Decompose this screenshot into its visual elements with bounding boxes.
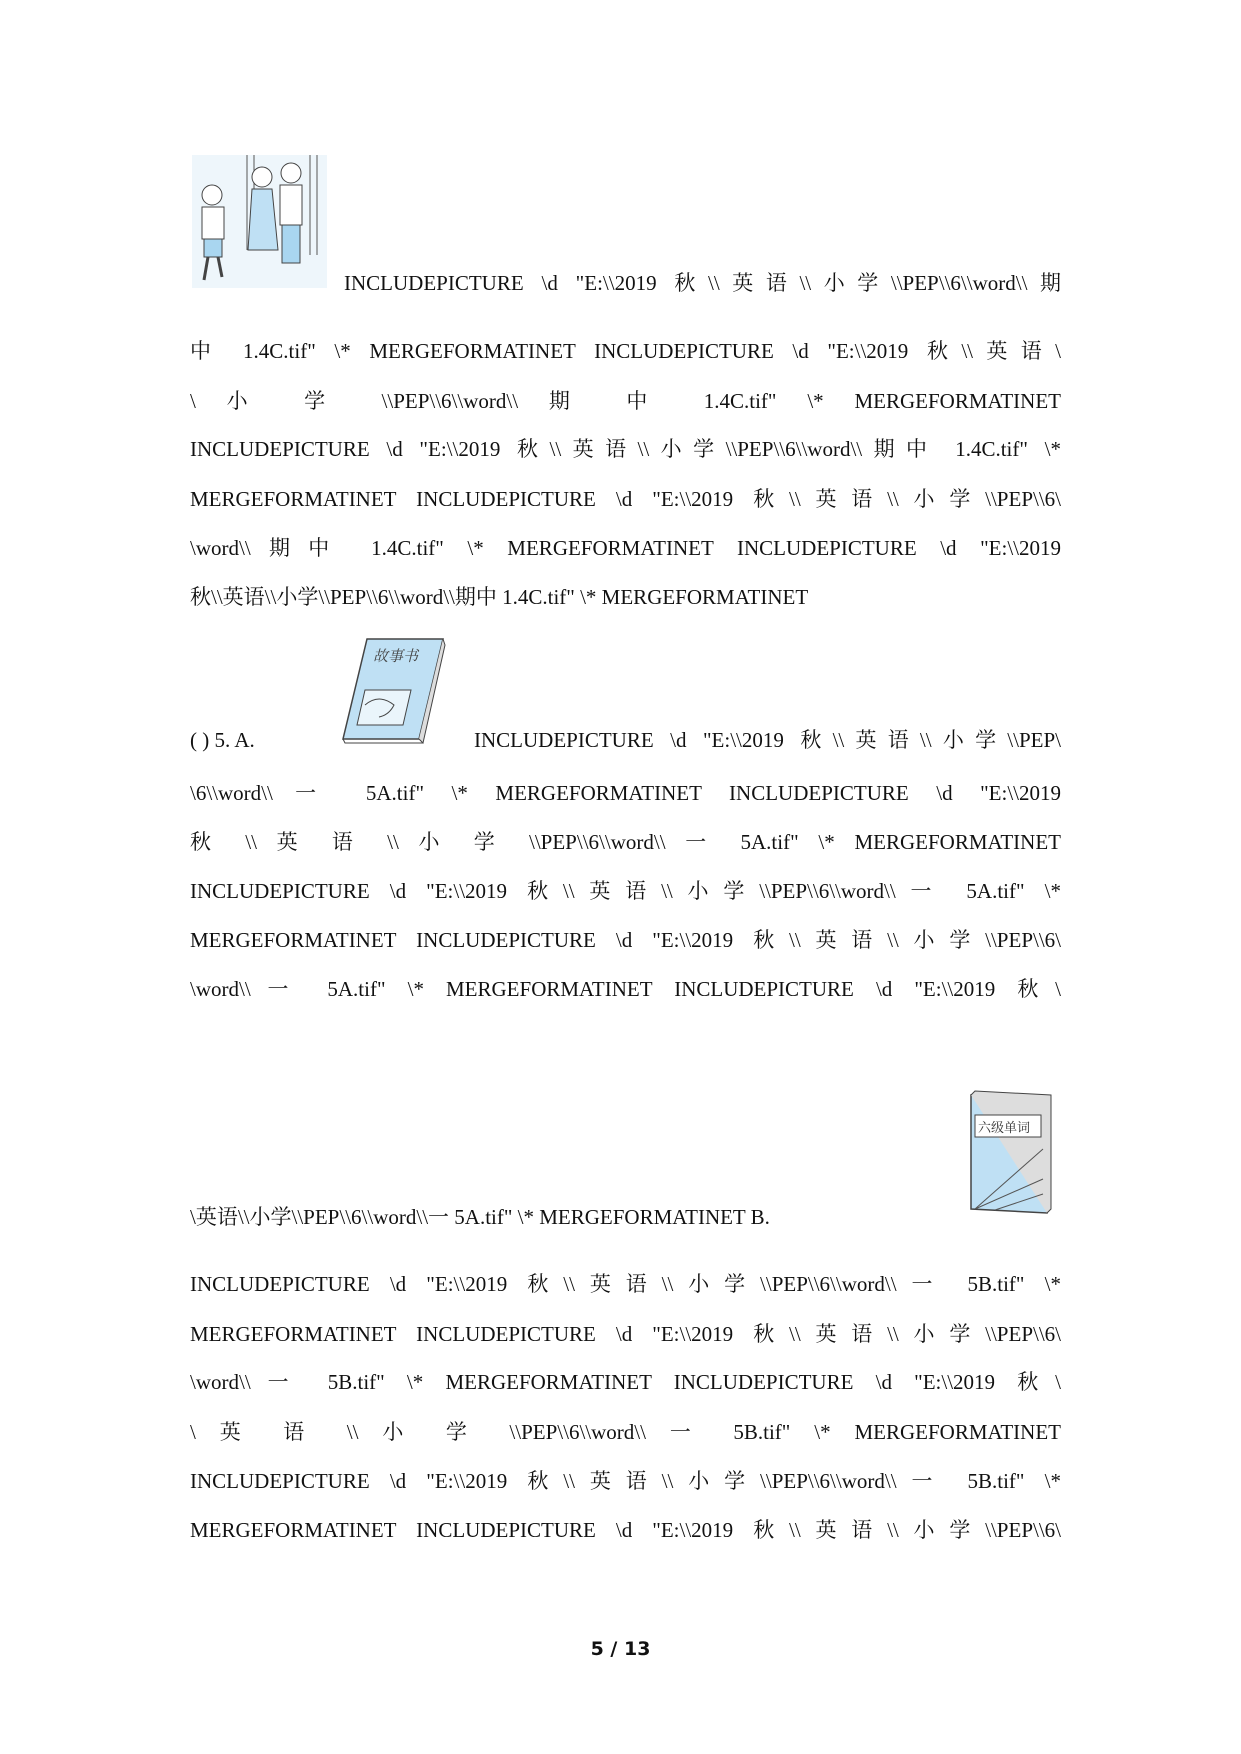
storybook-illustration bbox=[339, 635, 446, 745]
text-line: INCLUDEPICTURE \d "E:\\2019 秋\\英语\\小学\\PEP\\6\\word\\期中 1.4C.tif" \* bbox=[190, 437, 1061, 461]
text-line: MERGEFORMATINET INCLUDEPICTURE \d "E:\\2019 秋\\英语\\小学\\PEP\\6\ bbox=[190, 1518, 1061, 1542]
text-line: INCLUDEPICTURE \d "E:\\2019 秋\\英语\\小学\\PEP\\6\\word\\一 5A.tif" \* bbox=[190, 879, 1061, 903]
book-a-title: 故事书 bbox=[373, 649, 419, 665]
wordbook-illustration bbox=[965, 1089, 1055, 1217]
text-line: 秋\\英语\\小学\\PEP\\6\\word\\期中 1.4C.tif" \* MERGEFORMATINET bbox=[190, 585, 809, 609]
text-line: \word\\一 5B.tif" \* MERGEFORMATINET INCLUDEPICTURE \d "E:\\2019 秋\ bbox=[190, 1370, 1061, 1394]
text-line: \ 英 语 \\ 小 学 \\PEP\\6\\word\\ 一 5B.tif" \* MERGEFORMATINET bbox=[190, 1420, 1061, 1444]
text-line: MERGEFORMATINET INCLUDEPICTURE \d "E:\\2019 秋\\英语\\小学\\PEP\\6\ bbox=[190, 487, 1061, 511]
text-line: INCLUDEPICTURE \d "E:\\2019 秋\\英语\\小学\\PEP\\6\\word\\一 5B.tif" \* bbox=[190, 1272, 1061, 1296]
text-line: MERGEFORMATINET INCLUDEPICTURE \d "E:\\2019 秋\\英语\\小学\\PEP\\6\ bbox=[190, 928, 1061, 952]
text-line: INCLUDEPICTURE \d "E:\\2019 秋\\英语\\小学\\PEP\ bbox=[474, 728, 1061, 752]
text-line: \英语\\小学\\PEP\\6\\word\\一 5A.tif" \* MERGEFORMATINET B. bbox=[190, 1205, 770, 1229]
book-b-title: 六级单词 bbox=[978, 1120, 1031, 1135]
people-illustration bbox=[192, 155, 327, 288]
text-line: \word\\一 5A.tif" \* MERGEFORMATINET INCLUDEPICTURE \d "E:\\2019 秋\ bbox=[190, 977, 1061, 1001]
text-line: 中 1.4C.tif" \* MERGEFORMATINET INCLUDEPICTURE \d "E:\\2019 秋\\英语\ bbox=[190, 339, 1061, 363]
text-line: \word\\期中 1.4C.tif" \* MERGEFORMATINET INCLUDEPICTURE \d "E:\\2019 bbox=[190, 536, 1061, 560]
text-line: \6\\word\\一 5A.tif" \* MERGEFORMATINET INCLUDEPICTURE \d "E:\\2019 bbox=[190, 781, 1061, 805]
question-number: ( ) 5. A. bbox=[190, 728, 255, 752]
text-line: INCLUDEPICTURE \d "E:\\2019 秋\\英语\\小学\\PEP\\6\\word\\一 5B.tif" \* bbox=[190, 1469, 1061, 1493]
text-line: \ 小 学 \\PEP\\6\\word\\ 期 中 1.4C.tif" \* MERGEFORMATINET bbox=[190, 389, 1061, 413]
text-line: MERGEFORMATINET INCLUDEPICTURE \d "E:\\2019 秋\\英语\\小学\\PEP\\6\ bbox=[190, 1322, 1061, 1346]
text-line: 秋 \\ 英 语 \\ 小 学 \\PEP\\6\\word\\ 一 5A.tif" \* MERGEFORMATINET bbox=[190, 830, 1061, 854]
page-number: 5 / 13 bbox=[590, 1638, 651, 1660]
text-line: INCLUDEPICTURE \d "E:\\2019 秋\\英语\\小学\\PEP\\6\\word\\期 bbox=[344, 271, 1061, 295]
